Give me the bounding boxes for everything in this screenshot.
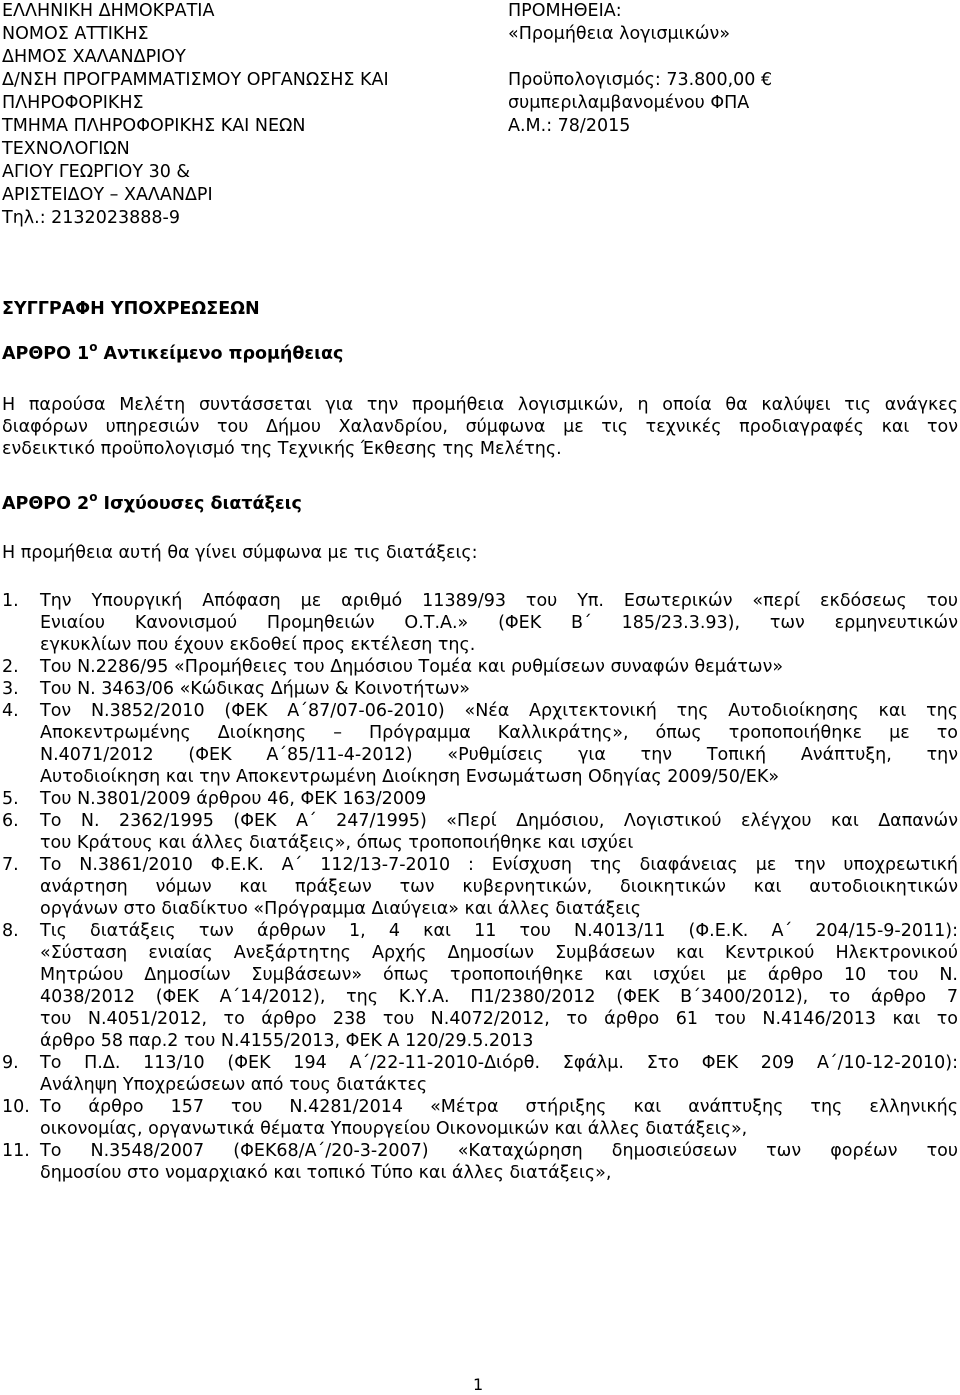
provision-line: άρθρο 58 παρ.2 του Ν.4155/2013, ΦΕΚ Α 120/29.5.2013	[40, 1031, 534, 1051]
provision-number: 3.	[2, 679, 19, 699]
header-left-line: ΤΕΧΝΟΛΟΓΙΩΝ	[2, 139, 130, 159]
provision-line: Το Π.Δ. 113/10 (ΦΕΚ 194 Α΄/22-11-2010-Διόρθ. Σφάλμ. Στο ΦΕΚ 209 Α΄/10-12-2010):	[40, 1053, 958, 1073]
provision-item	[2, 678, 958, 700]
provision-line: Τις διατάξεις των άρθρων 1, 4 και 11 του Ν.4013/11 (Φ.Ε.Κ. Α΄ 204/15-9-2011):	[40, 921, 958, 941]
provision-item	[2, 590, 958, 656]
header-left-block	[2, 0, 389, 230]
provision-number: 5.	[2, 789, 19, 809]
provision-number: 10.	[2, 1097, 30, 1117]
article-1-ordinal: ο	[89, 340, 98, 354]
provision-line: Ανάληψη Υποχρεώσεων από τους διατάκτες	[40, 1075, 428, 1095]
provision-item	[2, 656, 958, 678]
paragraph-line: Η παρούσα Μελέτη συντάσσεται για την προμήθεια λογισμικών, η οποία θα καλύψει τις ανάγκες	[2, 395, 958, 415]
provisions-list	[2, 590, 958, 1184]
article-1-heading	[2, 340, 344, 365]
provision-item	[2, 1096, 958, 1140]
provision-number: 1.	[2, 591, 19, 611]
provision-line: του Ν.4051/2012, το άρθρο 238 του Ν.4072/2012, το άρθρο 61 του Ν.4146/2013 και το	[40, 1009, 958, 1029]
provisions-intro: Η προμήθεια αυτή θα γίνει σύμφωνα με τις διατάξεις:	[2, 543, 478, 563]
provision-line: του Κράτους και άλλες διατάξεις», όπως τροποποιήθηκε και ισχύει	[40, 833, 634, 853]
provision-number: 9.	[2, 1053, 19, 1073]
paragraph-line: διαφόρων υπηρεσιών του Δήμου Χαλανδρίου, σύμφωνα με τις τεχνικές προδιαγραφές και τον	[2, 417, 958, 437]
article-2-prefix: ΑΡΘΡΟ 2	[2, 494, 90, 514]
provision-item	[2, 920, 958, 1052]
provision-line: δημοσίου στο νομαρχιακό και τοπικό Τύπο και άλλες διατάξεις»,	[40, 1163, 612, 1183]
provision-item	[2, 1052, 958, 1096]
paragraph-line: ενδεικτικό προϋπολογισμό της Τεχνικής Έκθεσης της Μελέτης.	[2, 439, 562, 459]
article-2-name: Ισχύουσες διατάξεις	[97, 494, 302, 514]
provision-number: 11.	[2, 1141, 30, 1161]
provision-item	[2, 854, 958, 920]
header-left-line: Δ/ΝΣΗ ΠΡΟΓΡΑΜΜΑΤΙΣΜΟΥ ΟΡΓΑΝΩΣΗΣ ΚΑΙ	[2, 70, 389, 90]
document-title: ΣΥΓΓΡΑΦΗ ΥΠΟΧΡΕΩΣΕΩΝ	[2, 299, 260, 319]
header-left-line: ΔΗΜΟΣ ΧΑΛΑΝΔΡΙΟΥ	[2, 47, 186, 67]
provision-line: οργάνων στο διαδίκτυο «Πρόγραμμα Διαύγεια» και άλλες διατάξεις	[40, 899, 642, 919]
provision-number: 4.	[2, 701, 19, 721]
article-2-ordinal: ο	[89, 490, 98, 504]
header-left-line: ΝΟΜΟΣ ΑΤΤΙΚΗΣ	[2, 24, 149, 44]
provision-line: 4038/2012 (ΦΕΚ Α΄14/2012), της Κ.Υ.Α. Π1/2380/2012 (ΦΕΚ Β΄3400/2012), το άρθρο 7	[40, 987, 958, 1007]
provision-line: Αποκεντρωμένης Διοίκησης – Πρόγραμμα Καλλικράτης», όπως τροποποιήθηκε με το	[40, 723, 958, 743]
header-left-line: ΤΜΗΜΑ ΠΛΗΡΟΦΟΡΙΚΗΣ ΚΑΙ ΝΕΩΝ	[2, 116, 306, 136]
provision-line: Το Ν.3861/2010 Φ.Ε.Κ. Α΄ 112/13-7-2010 : Ενίσχυση της διαφάνειας με την υποχρεωτική	[40, 855, 958, 875]
provision-line: Του Ν. 3463/06 «Κώδικας Δήμων & Κοινοτήτων»	[40, 679, 470, 699]
header-left-line: ΑΡΙΣΤΕΙΔΟΥ – ΧΑΛΑΝΔΡΙ	[2, 185, 213, 205]
header-right-block	[508, 0, 772, 138]
provision-item	[2, 1140, 958, 1184]
article-1-prefix: ΑΡΘΡΟ 1	[2, 344, 90, 364]
provision-line: Μητρώου Δημοσίων Συμβάσεων» όπως τροποποιήθηκε και ισχύει με άρθρο 10 του Ν.	[40, 965, 958, 985]
provision-line: Το Ν. 2362/1995 (ΦΕΚ Α΄ 247/1995) «Περί Δημόσιου, Λογιστικού ελέγχου και Δαπανών	[40, 811, 958, 831]
provision-item	[2, 700, 958, 788]
header-left-line: ΑΓΙΟΥ ΓΕΩΡΓΙΟΥ 30 &	[2, 162, 191, 182]
provision-line: Του Ν.2286/95 «Προμήθειες του Δημόσιου Τομέα και ρυθμίσεων συναφών θεμάτων»	[40, 657, 784, 677]
provision-item	[2, 810, 958, 854]
provision-line: Την Υπουργική Απόφαση με αριθμό 11389/93 του Υπ. Εσωτερικών «περί εκδόσεως του	[40, 591, 958, 611]
header-right-spacer	[508, 46, 772, 69]
article-1-paragraph	[2, 394, 958, 460]
provision-line: Ν.4071/2012 (ΦΕΚ Α΄85/11-4-2012) «Ρυθμίσεις για την Τοπική Ανάπτυξη, την	[40, 745, 958, 765]
header-left-line: Τηλ.: 2132023888-9	[2, 208, 180, 228]
provision-line: Τον Ν.3852/2010 (ΦΕΚ Α΄87/07-06-2010) «Νέα Αρχιτεκτονική της Αυτοδιοίκησης και της	[40, 701, 958, 721]
provision-item	[2, 788, 958, 810]
article-1-name: Αντικείμενο προμήθειας	[97, 344, 344, 364]
provision-line: εγκυκλίων που έχουν εκδοθεί προς εκτέλεση της.	[40, 635, 476, 655]
provision-line: Του Ν.3801/2009 άρθρου 46, ΦΕΚ 163/2009	[40, 789, 427, 809]
provision-number: 6.	[2, 811, 19, 831]
header-right-line: συμπεριλαμβανομένου ΦΠΑ	[508, 93, 750, 113]
header-right-line: ΠΡΟΜΗΘΕΙΑ:	[508, 1, 622, 21]
provision-line: Ενιαίου Κανονισμού Προμηθειών Ο.Τ.Α.» (ΦΕΚ Β΄ 185/23.3.93), των ερμηνευτικών	[40, 613, 958, 633]
provision-line: οικονομίας, οργανωτικά θέματα Υπουργείου Οικονομικών και άλλες διατάξεις»,	[40, 1119, 748, 1139]
header-right-line: Α.Μ.: 78/2015	[508, 116, 631, 136]
provision-line: «Σύσταση ενιαίας Ανεξάρτητης Αρχής Δημοσίων Συμβάσεων και Κεντρικού Ηλεκτρονικού	[40, 943, 958, 963]
article-2-heading	[2, 490, 302, 515]
header-right-line: Προϋπολογισμός: 73.800,00 €	[508, 70, 773, 90]
provision-line: ανάρτηση νόμων και πράξεων των κυβερνητικών, διοικητικών και αυτοδιοικητικών	[40, 877, 958, 897]
header-left-line: ΕΛΛΗΝΙΚΗ ΔΗΜΟΚΡΑΤΙΑ	[2, 1, 215, 21]
header-left-line: ΠΛΗΡΟΦΟΡΙΚΗΣ	[2, 93, 144, 113]
provision-line: Αυτοδιοίκηση και την Αποκεντρωμένη Διοίκηση Ενσωμάτωση Οδηγίας 2009/50/ΕΚ»	[40, 767, 780, 787]
provision-number: 2.	[2, 657, 19, 677]
page-number: 1	[473, 1375, 484, 1394]
provision-line: Το Ν.3548/2007 (ΦΕΚ68/Α΄/20-3-2007) «Καταχώρηση δημοσιεύσεων των φορέων του	[40, 1141, 958, 1161]
provision-number: 7.	[2, 855, 19, 875]
provision-line: Το άρθρο 157 του Ν.4281/2014 «Μέτρα στήριξης και ανάπτυξης της ελληνικής	[40, 1097, 958, 1117]
provision-number: 8.	[2, 921, 19, 941]
header-right-line: «Προμήθεια λογισμικών»	[508, 24, 731, 44]
